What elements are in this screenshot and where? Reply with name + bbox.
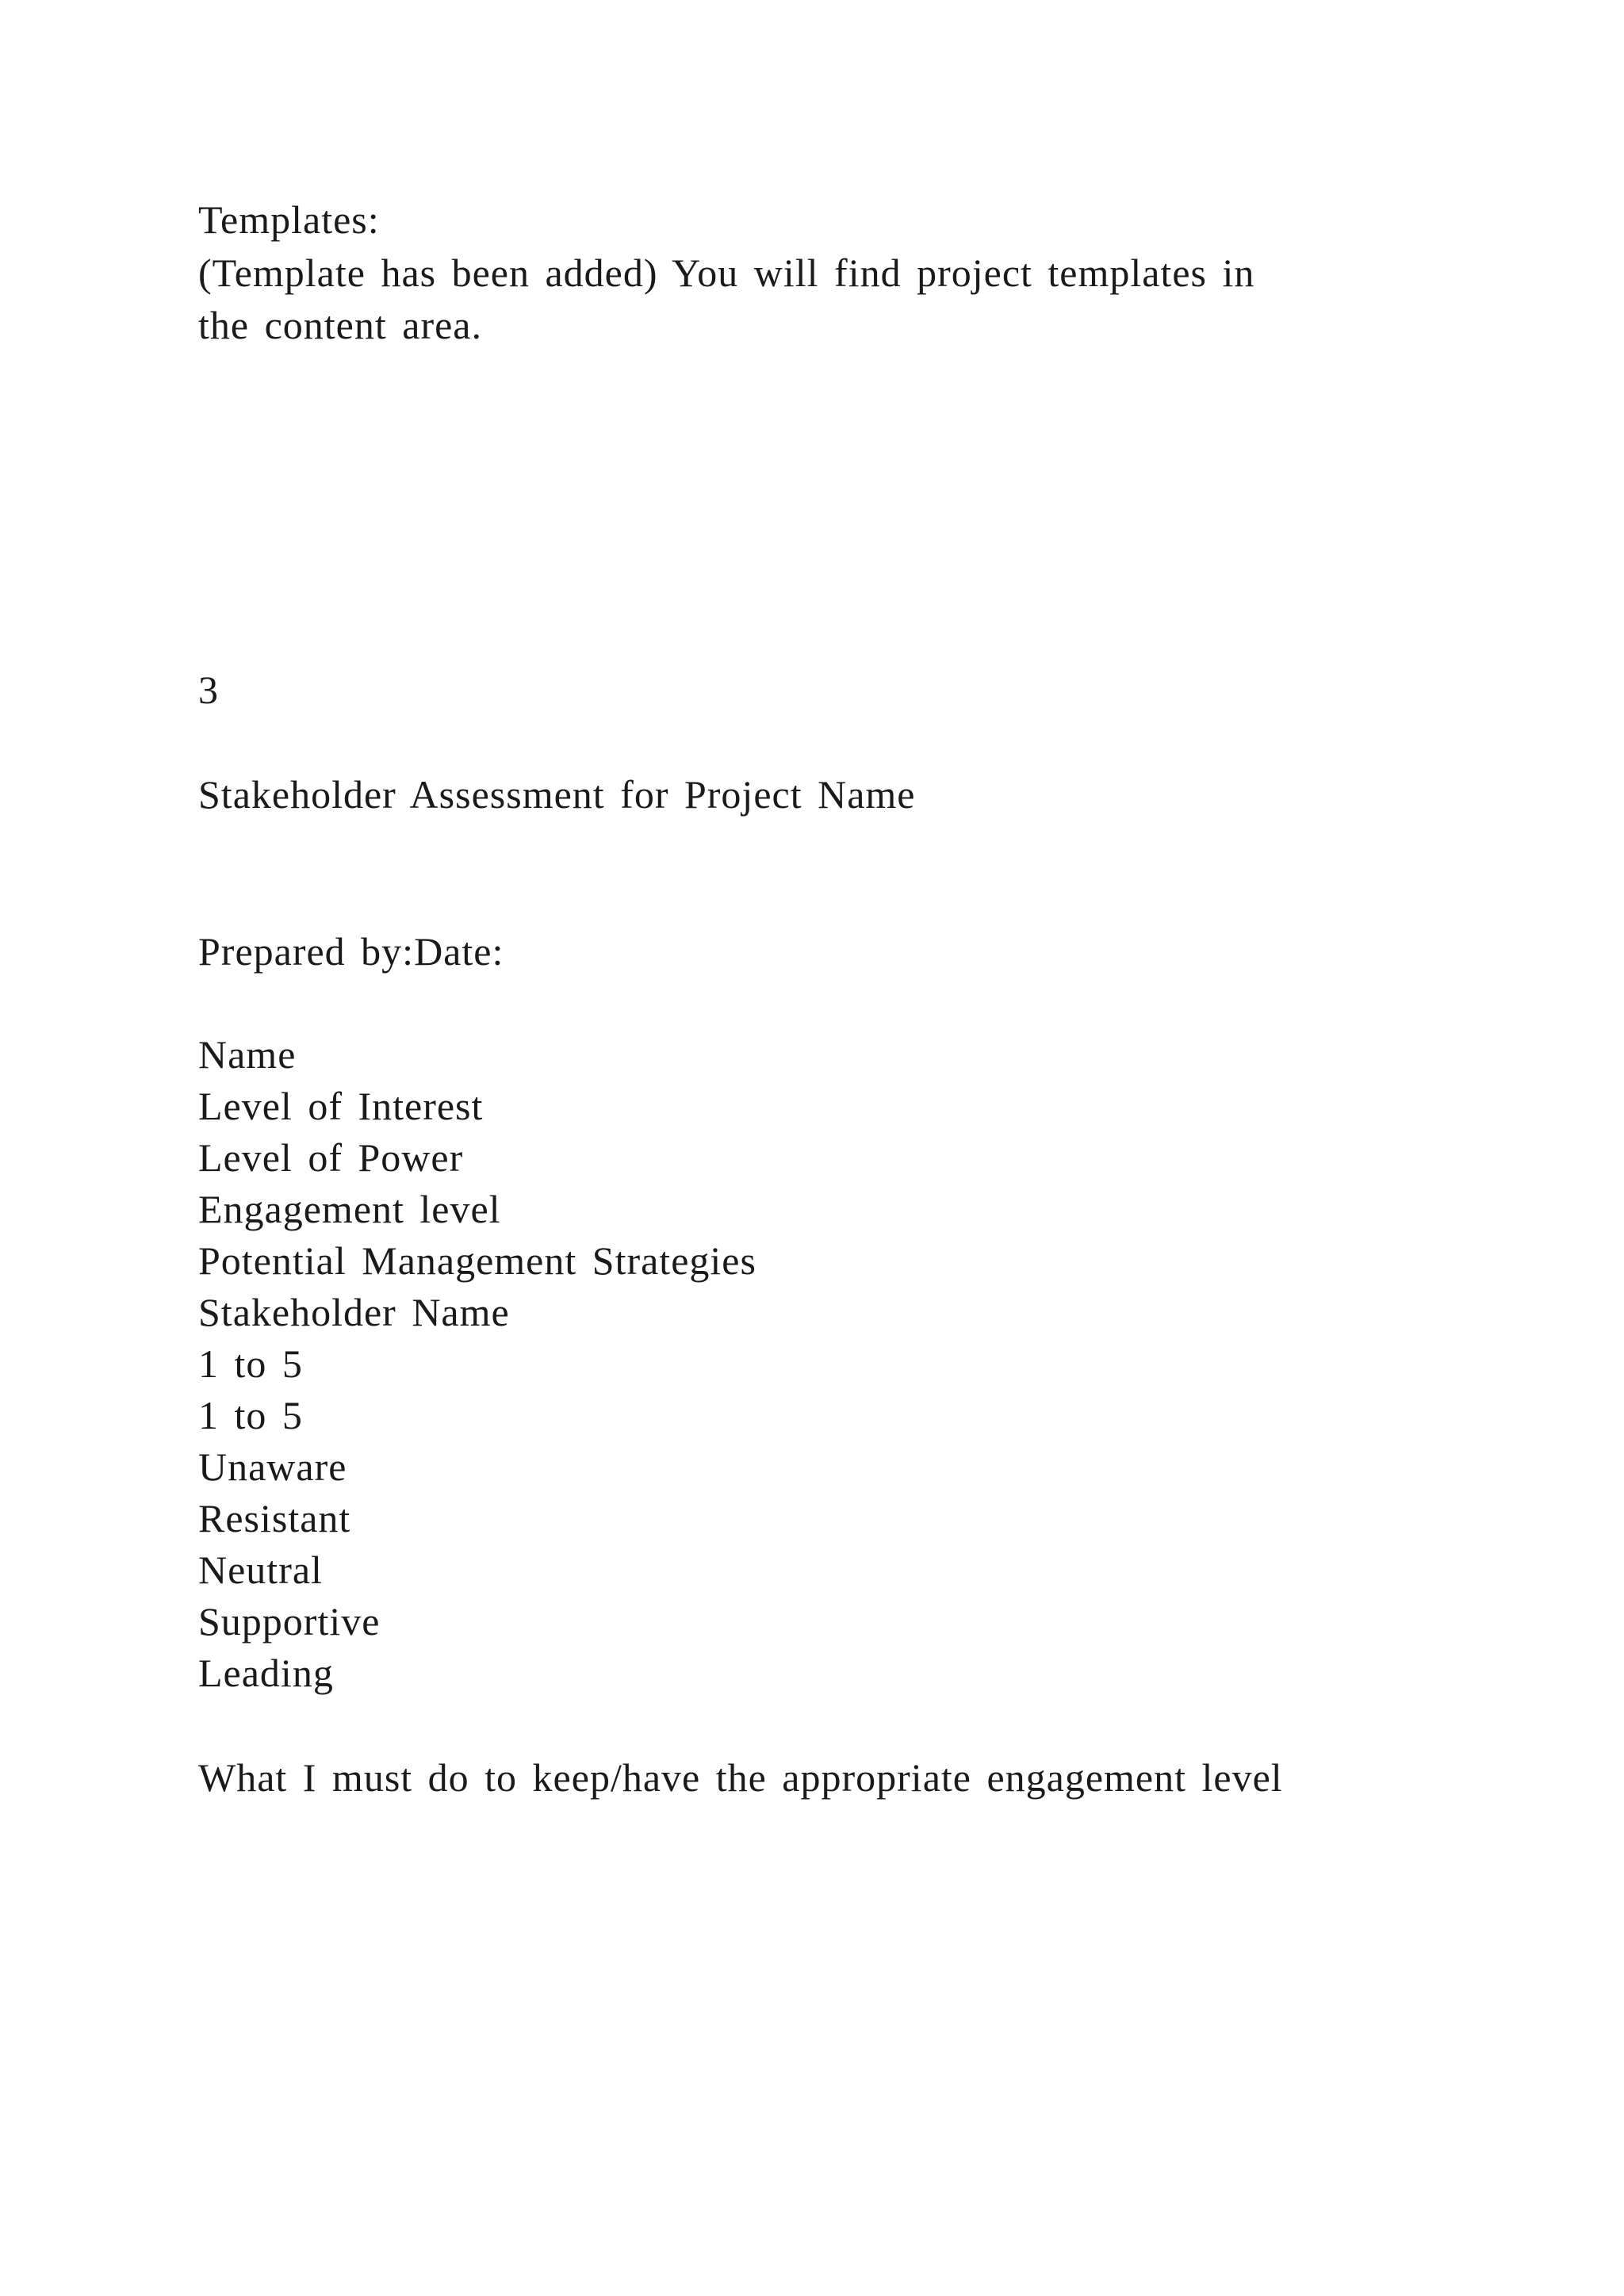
page-number: 3 bbox=[198, 668, 219, 712]
table-header: Level of Interest bbox=[198, 1084, 484, 1128]
table-cell: Unaware bbox=[198, 1445, 347, 1489]
table-header: Potential Management Strategies bbox=[198, 1238, 756, 1283]
table-cell: Resistant bbox=[198, 1496, 351, 1540]
table-cell: 1 to 5 bbox=[198, 1393, 303, 1437]
prepared-by-date: Prepared by:Date: bbox=[198, 929, 504, 974]
table-cell: Leading bbox=[198, 1651, 334, 1695]
templates-note-line-1: (Template has been added) You will find project templates in bbox=[198, 251, 1255, 295]
table-cell: 1 to 5 bbox=[198, 1341, 303, 1386]
table-header: Level of Power bbox=[198, 1135, 464, 1180]
table-header: Engagement level bbox=[198, 1187, 501, 1231]
table-header: Name bbox=[198, 1032, 297, 1077]
table-cell: Supportive bbox=[198, 1599, 381, 1644]
templates-note-line-2: the content area. bbox=[198, 303, 482, 347]
table-cell: Stakeholder Name bbox=[198, 1290, 510, 1334]
document-title: Stakeholder Assessment for Project Name bbox=[198, 772, 916, 817]
strategy-description: What I must do to keep/have the appropriate engagement level bbox=[198, 1755, 1283, 1800]
templates-heading: Templates: bbox=[198, 197, 380, 242]
document-page bbox=[198, 0, 1435, 2296]
table-cell: Neutral bbox=[198, 1548, 323, 1592]
